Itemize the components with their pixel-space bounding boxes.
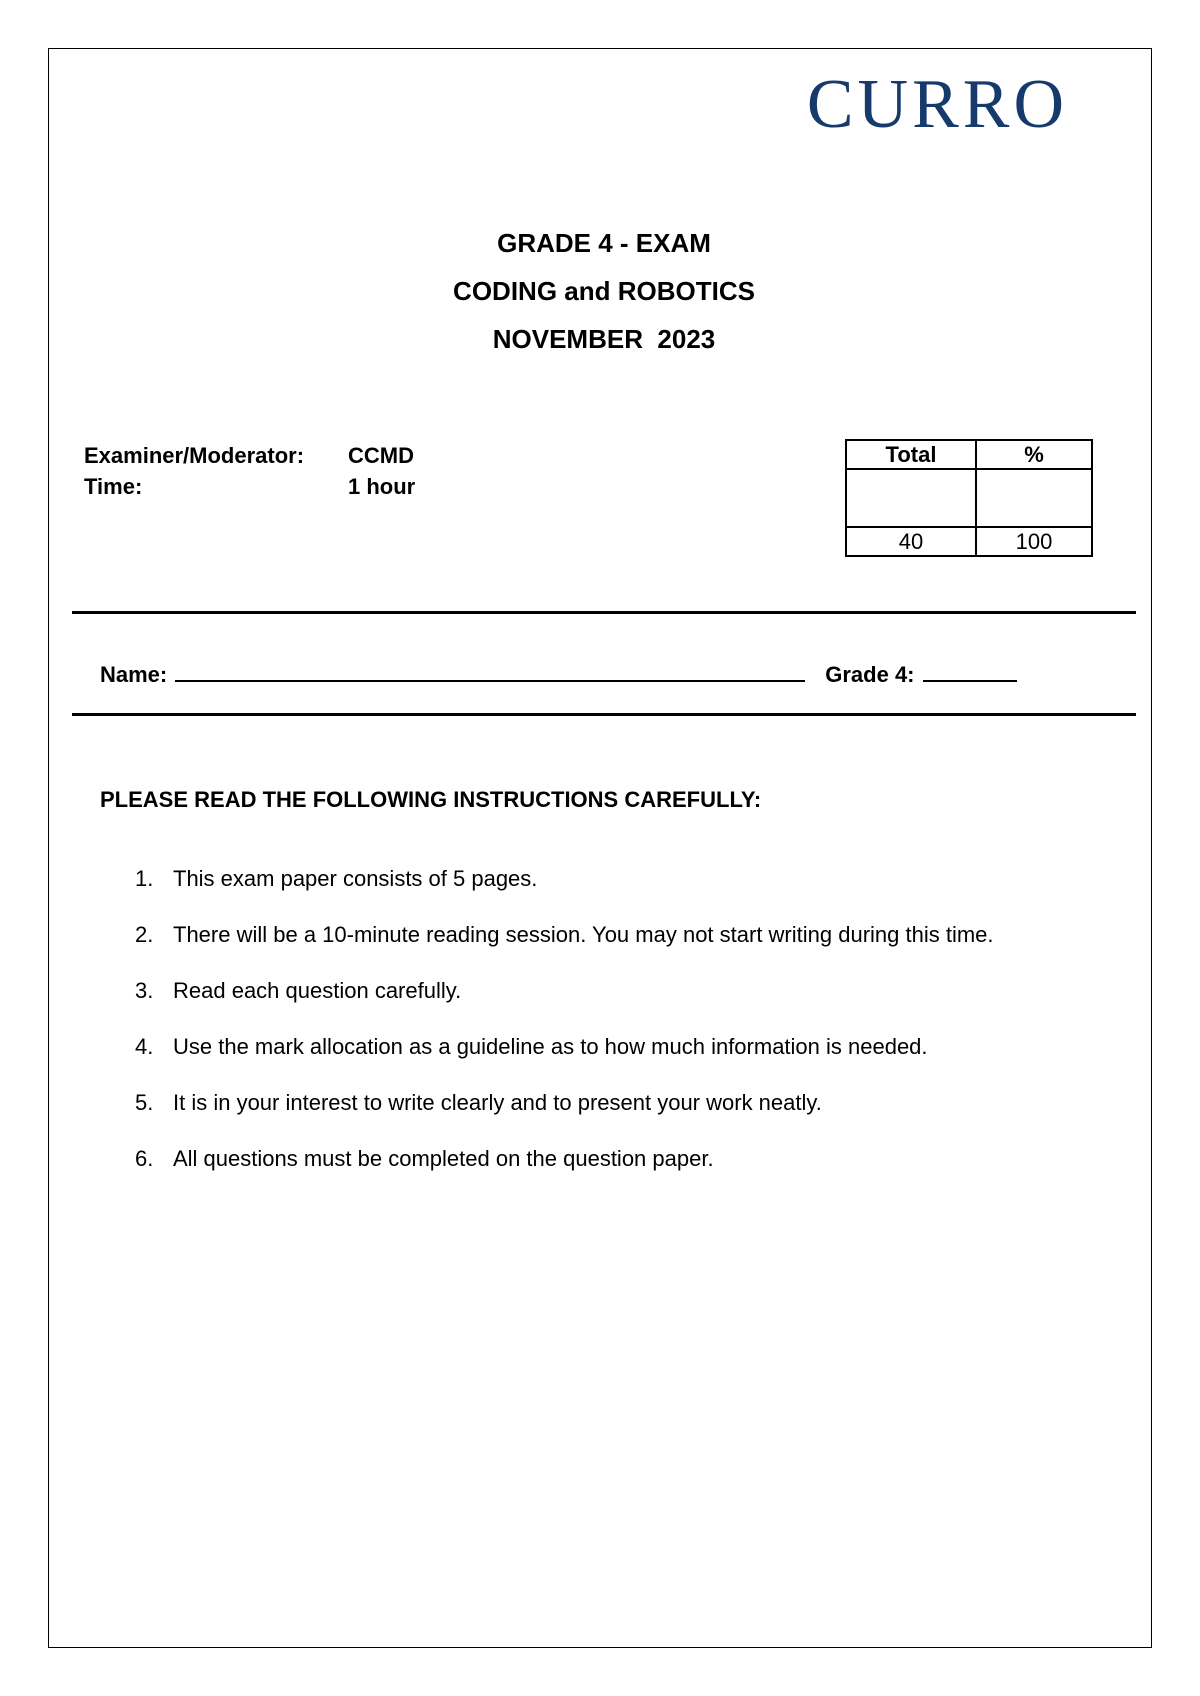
instruction-item [135,978,994,1034]
title-date: NOVEMBER 2023 [492,324,716,354]
max-percent: 100 [976,527,1092,556]
exam-meta [84,440,415,502]
grade-field[interactable] [923,658,1017,682]
time-label: Time: [84,474,143,499]
grade-label: Grade 4: [825,662,915,687]
score-max-row [846,527,1092,556]
bottom-divider [72,713,1136,716]
instructions-heading: PLEASE READ THE FOLLOWING INSTRUCTIONS CAREFULLY: [100,787,762,812]
curro-logo: CURRO [806,66,1068,143]
instruction-text: Read each question carefully. [173,978,462,1003]
instruction-number: 4. [135,1034,154,1059]
score-entry-row [846,469,1092,527]
percent-header: % [976,440,1092,469]
top-divider [72,611,1136,614]
instruction-number: 1. [135,866,154,891]
total-score-cell[interactable] [846,469,976,527]
examiner-label: Examiner/Moderator: [84,443,305,468]
instruction-item [135,1034,994,1090]
exam-title [48,225,1160,369]
name-field[interactable] [175,658,805,682]
instructions-list [135,866,994,1202]
instruction-item [135,1090,994,1146]
examiner-row [84,440,415,471]
instruction-number: 5. [135,1090,154,1115]
instruction-text: Use the mark allocation as a guideline as to how much information is needed. [173,1034,928,1059]
instruction-item [135,922,994,978]
total-header: Total [846,440,976,469]
title-subject: CODING and ROBOTICS [453,276,755,306]
name-label: Name: [100,662,168,687]
score-table [845,439,1093,557]
time-value: 1 hour [348,474,416,499]
time-row [84,471,415,502]
instruction-item [135,866,994,922]
name-grade-line [100,658,1017,688]
max-total: 40 [846,527,976,556]
percent-score-cell[interactable] [976,469,1092,527]
title-grade: GRADE 4 - EXAM [497,228,711,258]
instruction-text: It is in your interest to write clearly and to present your work neatly. [173,1090,822,1115]
instruction-text: All questions must be completed on the question paper. [173,1146,714,1171]
examiner-value: CCMD [348,443,414,468]
instruction-number: 3. [135,978,154,1003]
instruction-number: 2. [135,922,154,947]
instruction-text: There will be a 10-minute reading session. You may not start writing during this time. [173,922,994,947]
score-header-row [846,440,1092,469]
instruction-item [135,1146,994,1202]
instruction-number: 6. [135,1146,154,1171]
instruction-text: This exam paper consists of 5 pages. [173,866,538,891]
